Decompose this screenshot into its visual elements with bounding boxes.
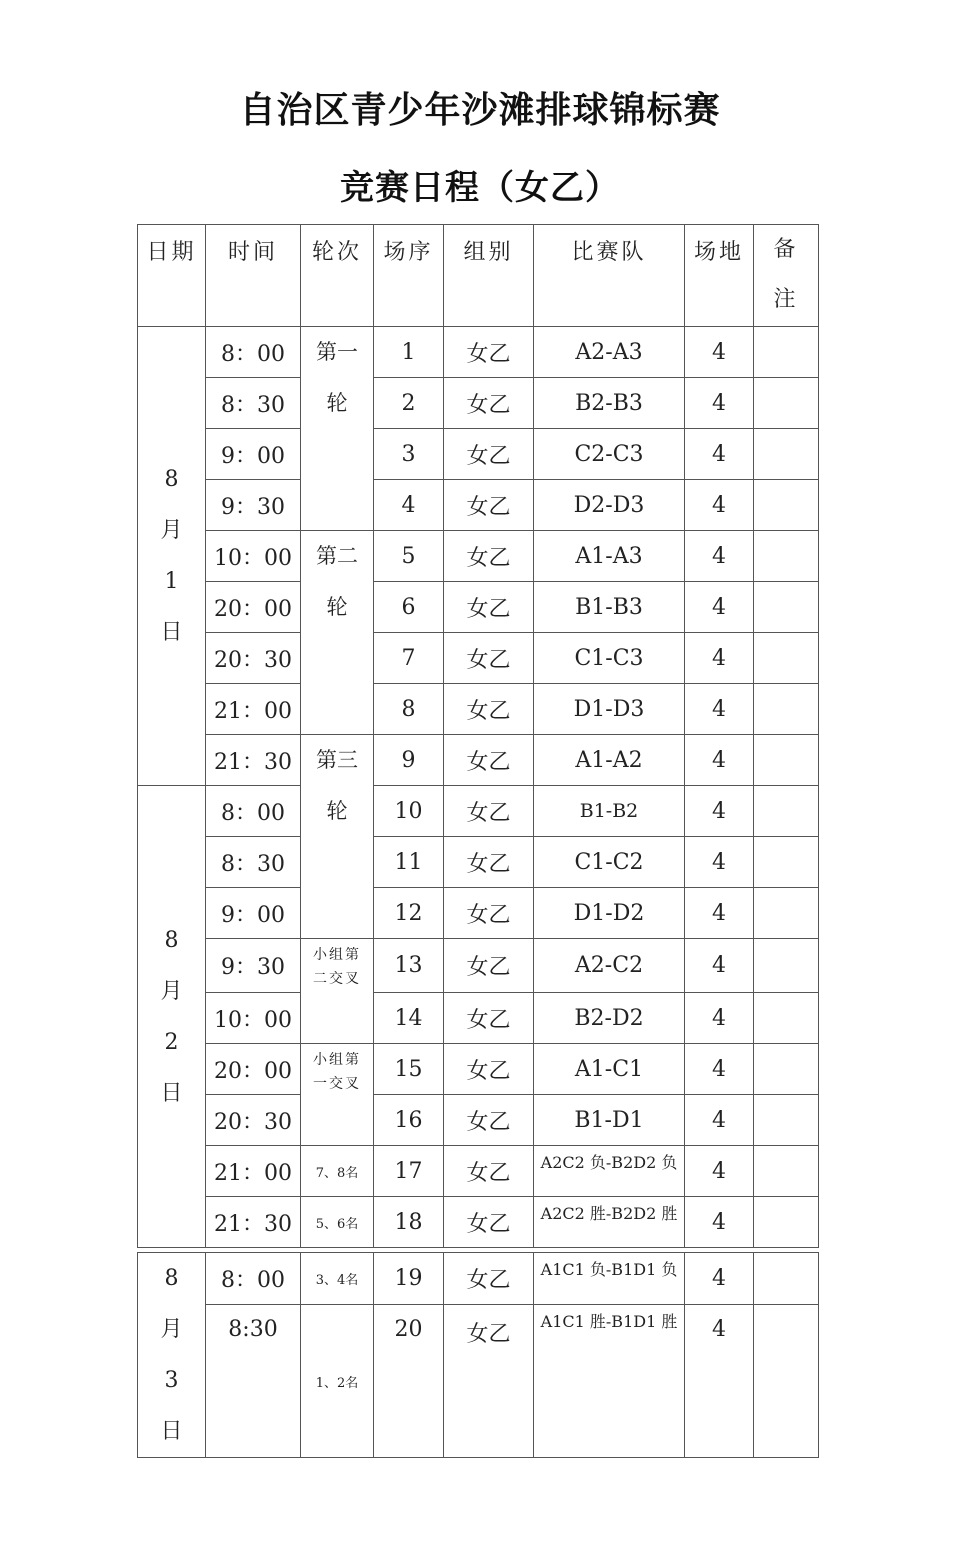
time-cell: 9：00 bbox=[206, 429, 301, 480]
header-teams: 比赛队 bbox=[534, 225, 685, 327]
group-cell: 女乙 bbox=[444, 1044, 534, 1095]
venue-cell: 4 bbox=[685, 633, 754, 684]
round-line: 小组第 bbox=[313, 947, 361, 963]
note-cell bbox=[754, 786, 819, 837]
table-row bbox=[138, 888, 819, 939]
note-cell bbox=[754, 429, 819, 480]
round-line: 第一 bbox=[316, 340, 358, 364]
note-cell bbox=[754, 1197, 819, 1248]
table-row bbox=[138, 582, 819, 633]
venue-cell: 4 bbox=[685, 582, 754, 633]
venue-cell: 4 bbox=[685, 378, 754, 429]
group-cell: 女乙 bbox=[444, 1095, 534, 1146]
venue-cell: 4 bbox=[685, 888, 754, 939]
date-char: 2 bbox=[164, 1029, 179, 1055]
group-cell: 女乙 bbox=[444, 939, 534, 993]
round-line: 第二 bbox=[316, 544, 358, 568]
round-line: 轮 bbox=[326, 799, 348, 823]
group-cell: 女乙 bbox=[444, 480, 534, 531]
note-cell bbox=[754, 837, 819, 888]
header-note-line1: 备 bbox=[773, 237, 799, 262]
group-cell: 女乙 bbox=[444, 327, 534, 378]
round-cell-p34: 3、4名 bbox=[301, 1253, 374, 1305]
round-cell-2 bbox=[301, 531, 374, 735]
teams-cell: A1C1 胜-B1D1 胜 bbox=[534, 1305, 685, 1458]
round-line: 第三 bbox=[316, 748, 358, 772]
header-time: 时间 bbox=[206, 225, 301, 327]
round-line: 小组第 bbox=[313, 1052, 361, 1068]
time-cell: 9：00 bbox=[206, 888, 301, 939]
group-cell: 女乙 bbox=[444, 531, 534, 582]
venue-cell: 4 bbox=[685, 1197, 754, 1248]
table-row bbox=[138, 1146, 819, 1197]
time-cell: 21：00 bbox=[206, 1146, 301, 1197]
venue-cell: 4 bbox=[685, 1146, 754, 1197]
time-cell: 21：30 bbox=[206, 1197, 301, 1248]
round-cell-1 bbox=[301, 327, 374, 531]
time-cell: 9：30 bbox=[206, 480, 301, 531]
match-no-cell: 15 bbox=[374, 1044, 444, 1095]
time-cell: 8：30 bbox=[206, 378, 301, 429]
match-no-cell: 18 bbox=[374, 1197, 444, 1248]
match-no-cell: 16 bbox=[374, 1095, 444, 1146]
date-char: 1 bbox=[164, 569, 179, 594]
note-cell bbox=[754, 1305, 819, 1458]
match-no-cell: 5 bbox=[374, 531, 444, 582]
venue-cell: 4 bbox=[685, 1305, 754, 1458]
match-no-cell: 9 bbox=[374, 735, 444, 786]
round-line: 二交叉 bbox=[313, 971, 361, 987]
match-no-cell: 20 bbox=[374, 1305, 444, 1458]
time-cell: 8：00 bbox=[206, 327, 301, 378]
table-row bbox=[138, 786, 819, 837]
time-cell: 8：30 bbox=[206, 837, 301, 888]
teams-cell: B1-D1 bbox=[534, 1095, 685, 1146]
group-cell: 女乙 bbox=[444, 1197, 534, 1248]
note-cell bbox=[754, 531, 819, 582]
header-match-no: 场序 bbox=[374, 225, 444, 327]
match-no-cell: 10 bbox=[374, 786, 444, 837]
round-cell-p56: 5、6名 bbox=[301, 1197, 374, 1248]
note-cell bbox=[754, 1253, 819, 1305]
teams-cell: A2-A3 bbox=[534, 327, 685, 378]
match-no-cell: 13 bbox=[374, 939, 444, 993]
teams-cell: A1C1 负-B1D1 负 bbox=[534, 1253, 685, 1305]
note-cell bbox=[754, 1095, 819, 1146]
date-char: 日 bbox=[160, 1419, 183, 1444]
time-cell: 20：30 bbox=[206, 1095, 301, 1146]
round-cell-cross2 bbox=[301, 939, 374, 1044]
time-cell: 20：30 bbox=[206, 633, 301, 684]
venue-cell: 4 bbox=[685, 786, 754, 837]
date-cell-aug2 bbox=[138, 786, 206, 1248]
round-cell-p12: 1、2名 bbox=[301, 1305, 374, 1458]
group-cell: 女乙 bbox=[444, 888, 534, 939]
header-round: 轮次 bbox=[301, 225, 374, 327]
venue-cell: 4 bbox=[685, 1253, 754, 1305]
note-cell bbox=[754, 735, 819, 786]
date-cell-aug1 bbox=[138, 327, 206, 786]
time-cell: 10：00 bbox=[206, 993, 301, 1044]
note-cell bbox=[754, 888, 819, 939]
group-cell: 女乙 bbox=[444, 1305, 534, 1458]
table-row bbox=[138, 327, 819, 378]
teams-cell: A2C2 负-B2D2 负 bbox=[534, 1146, 685, 1197]
time-cell: 10：00 bbox=[206, 531, 301, 582]
table-row bbox=[138, 1044, 819, 1095]
page-title: 自治区青少年沙滩排球锦标赛 bbox=[239, 89, 721, 131]
match-no-cell: 6 bbox=[374, 582, 444, 633]
match-no-cell: 2 bbox=[374, 378, 444, 429]
round-cell-3 bbox=[301, 735, 374, 939]
date-char: 8 bbox=[164, 1266, 179, 1291]
page-subtitle: 竞赛日程（女乙） bbox=[340, 168, 620, 208]
teams-cell: B2-D2 bbox=[534, 993, 685, 1044]
table-row bbox=[138, 1197, 819, 1248]
teams-cell: A1-C1 bbox=[534, 1044, 685, 1095]
group-cell: 女乙 bbox=[444, 837, 534, 888]
table-row bbox=[138, 378, 819, 429]
match-no-cell: 19 bbox=[374, 1253, 444, 1305]
date-char: 月 bbox=[160, 1317, 183, 1342]
teams-cell: A1-A2 bbox=[534, 735, 685, 786]
teams-cell: C2-C3 bbox=[534, 429, 685, 480]
note-cell bbox=[754, 480, 819, 531]
table-row bbox=[138, 429, 819, 480]
note-cell bbox=[754, 582, 819, 633]
time-cell: 20：00 bbox=[206, 1044, 301, 1095]
venue-cell: 4 bbox=[685, 837, 754, 888]
venue-cell: 4 bbox=[685, 327, 754, 378]
teams-cell: B2-B3 bbox=[534, 378, 685, 429]
note-cell bbox=[754, 993, 819, 1044]
teams-cell: C1-C2 bbox=[534, 837, 685, 888]
note-cell bbox=[754, 378, 819, 429]
round-cell-p78: 7、8名 bbox=[301, 1146, 374, 1197]
table-row bbox=[138, 939, 819, 993]
teams-cell: D1-D3 bbox=[534, 684, 685, 735]
table-row bbox=[138, 1095, 819, 1146]
table-row bbox=[138, 993, 819, 1044]
group-cell: 女乙 bbox=[444, 582, 534, 633]
table-row bbox=[138, 633, 819, 684]
group-cell: 女乙 bbox=[444, 993, 534, 1044]
match-no-cell: 1 bbox=[374, 327, 444, 378]
note-cell bbox=[754, 1044, 819, 1095]
note-cell bbox=[754, 1146, 819, 1197]
note-cell bbox=[754, 939, 819, 993]
teams-cell: A2-C2 bbox=[534, 939, 685, 993]
table-row bbox=[138, 735, 819, 786]
venue-cell: 4 bbox=[685, 939, 754, 993]
table-row bbox=[138, 1253, 819, 1305]
header-group: 组别 bbox=[444, 225, 534, 327]
group-cell: 女乙 bbox=[444, 735, 534, 786]
date-char: 日 bbox=[160, 1080, 183, 1106]
note-cell bbox=[754, 684, 819, 735]
time-cell: 21：00 bbox=[206, 684, 301, 735]
venue-cell: 4 bbox=[685, 993, 754, 1044]
round-line: 一交叉 bbox=[313, 1076, 361, 1092]
match-no-cell: 8 bbox=[374, 684, 444, 735]
table-row bbox=[138, 531, 819, 582]
venue-cell: 4 bbox=[685, 735, 754, 786]
teams-cell: D1-D2 bbox=[534, 888, 685, 939]
match-no-cell: 17 bbox=[374, 1146, 444, 1197]
match-no-cell: 12 bbox=[374, 888, 444, 939]
time-cell: 9：30 bbox=[206, 939, 301, 993]
header-note bbox=[754, 225, 819, 327]
group-cell: 女乙 bbox=[444, 633, 534, 684]
table-row bbox=[138, 1305, 819, 1458]
schedule-table-aug3 bbox=[137, 1252, 819, 1458]
teams-cell: B1-B3 bbox=[534, 582, 685, 633]
header-date: 日期 bbox=[138, 225, 206, 327]
round-line: 轮 bbox=[326, 595, 348, 619]
date-char: 日 bbox=[160, 620, 183, 645]
teams-cell: B1-B2 bbox=[534, 786, 685, 837]
match-no-cell: 3 bbox=[374, 429, 444, 480]
group-cell: 女乙 bbox=[444, 786, 534, 837]
venue-cell: 4 bbox=[685, 1044, 754, 1095]
match-no-cell: 7 bbox=[374, 633, 444, 684]
match-no-cell: 11 bbox=[374, 837, 444, 888]
group-cell: 女乙 bbox=[444, 1146, 534, 1197]
venue-cell: 4 bbox=[685, 531, 754, 582]
table-row bbox=[138, 684, 819, 735]
match-no-cell: 4 bbox=[374, 480, 444, 531]
date-char: 月 bbox=[160, 518, 183, 543]
group-cell: 女乙 bbox=[444, 1253, 534, 1305]
time-cell: 8:30 bbox=[206, 1305, 301, 1458]
teams-cell: A2C2 胜-B2D2 胜 bbox=[534, 1197, 685, 1248]
time-cell: 8：00 bbox=[206, 1253, 301, 1305]
time-cell: 8：00 bbox=[206, 786, 301, 837]
table-row bbox=[138, 837, 819, 888]
note-cell bbox=[754, 327, 819, 378]
group-cell: 女乙 bbox=[444, 378, 534, 429]
table-row bbox=[138, 480, 819, 531]
date-char: 3 bbox=[164, 1368, 179, 1393]
round-cell-cross1 bbox=[301, 1044, 374, 1146]
time-cell: 20：00 bbox=[206, 582, 301, 633]
schedule-table-main bbox=[137, 224, 819, 1248]
venue-cell: 4 bbox=[685, 429, 754, 480]
round-line: 轮 bbox=[326, 391, 348, 415]
date-char: 8 bbox=[164, 467, 179, 492]
date-cell-aug3 bbox=[138, 1253, 206, 1458]
venue-cell: 4 bbox=[685, 684, 754, 735]
teams-cell: C1-C3 bbox=[534, 633, 685, 684]
header-row bbox=[138, 225, 819, 327]
date-char: 8 bbox=[164, 927, 179, 953]
header-venue: 场地 bbox=[685, 225, 754, 327]
time-cell: 21：30 bbox=[206, 735, 301, 786]
group-cell: 女乙 bbox=[444, 429, 534, 480]
teams-cell: A1-A3 bbox=[534, 531, 685, 582]
date-char: 月 bbox=[160, 978, 183, 1004]
match-no-cell: 14 bbox=[374, 993, 444, 1044]
venue-cell: 4 bbox=[685, 480, 754, 531]
teams-cell: D2-D3 bbox=[534, 480, 685, 531]
venue-cell: 4 bbox=[685, 1095, 754, 1146]
group-cell: 女乙 bbox=[444, 684, 534, 735]
note-cell bbox=[754, 633, 819, 684]
header-note-line2: 注 bbox=[773, 287, 799, 312]
